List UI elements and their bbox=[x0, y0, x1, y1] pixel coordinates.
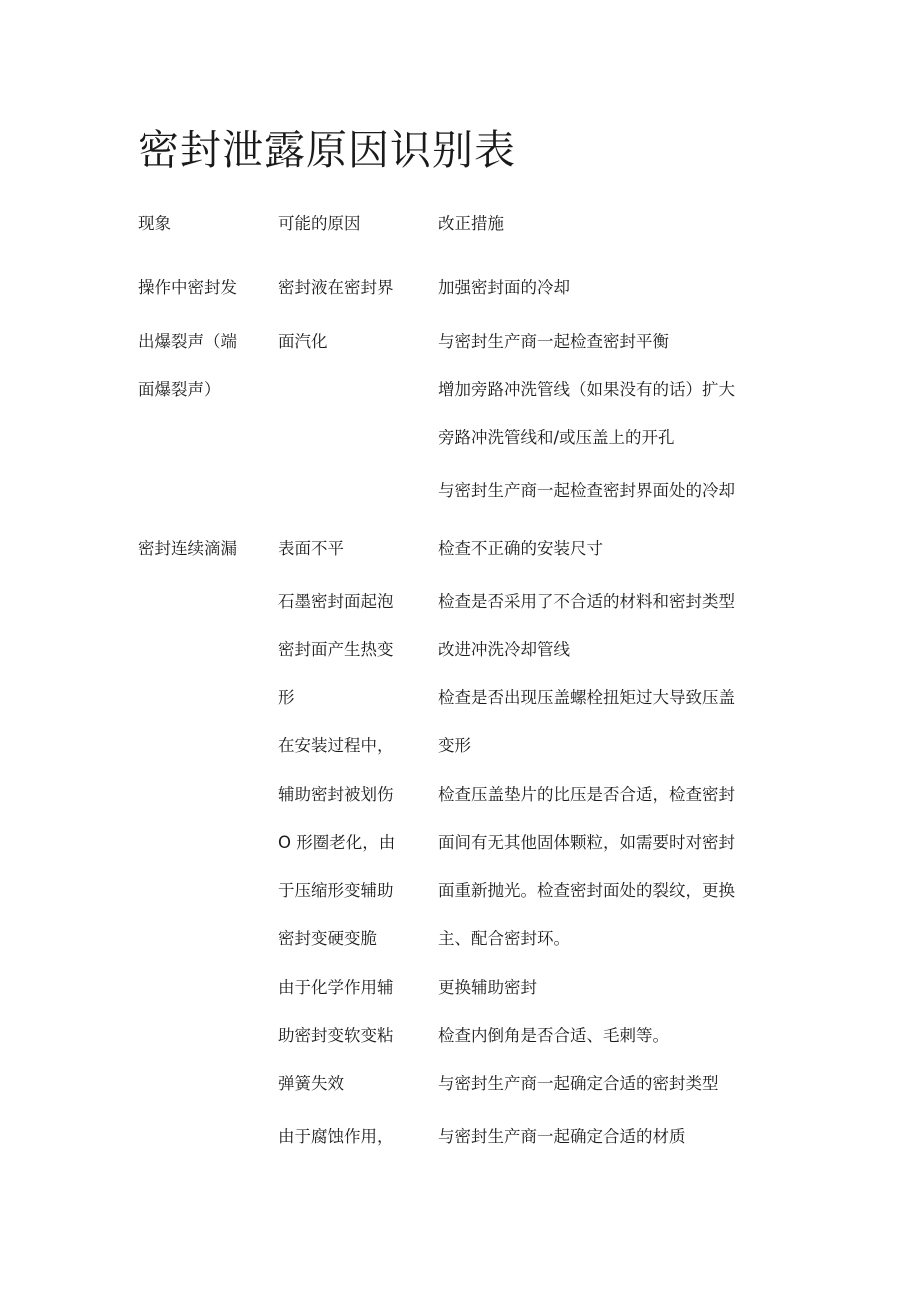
page-title: 密封泄露原因识别表 bbox=[138, 126, 516, 174]
row1-phenomenon-line: 操作中密封发 bbox=[138, 278, 237, 297]
row2-cause-line: 密封变硬变脆 bbox=[278, 929, 377, 948]
row2-cause-line: 表面不平 bbox=[278, 539, 344, 558]
row2-remedy-line: 更换辅助密封 bbox=[438, 978, 537, 997]
row1-remedy-line: 与密封生产商一起检查密封平衡 bbox=[438, 332, 669, 351]
row2-remedy-line: 检查压盖垫片的比压是否合适，检查密封 bbox=[438, 785, 735, 804]
header-phenomenon: 现象 bbox=[138, 214, 171, 233]
row2-remedy-line: 与密封生产商一起确定合适的密封类型 bbox=[438, 1074, 719, 1093]
row2-cause-line: 弹簧失效 bbox=[278, 1074, 344, 1093]
row1-remedy-line: 与密封生产商一起检查密封界面处的冷却 bbox=[438, 481, 735, 500]
row1-cause-line: 面汽化 bbox=[278, 332, 328, 351]
row2-cause-line: O 形圈老化，由 bbox=[278, 833, 396, 852]
row2-cause-line: 于压缩形变辅助 bbox=[278, 881, 394, 900]
row2-remedy-line: 检查不正确的安装尺寸 bbox=[438, 539, 603, 558]
row1-phenomenon-line: 出爆裂声（端 bbox=[138, 332, 237, 351]
row2-remedy-line: 检查内倒角是否合适、毛刺等。 bbox=[438, 1026, 669, 1045]
row1-remedy-line: 加强密封面的冷却 bbox=[438, 278, 570, 297]
row2-remedy-line: 面重新抛光。检查密封面处的裂纹，更换 bbox=[438, 881, 735, 900]
row2-cause-line: 在安装过程中， bbox=[278, 736, 394, 755]
row1-phenomenon-line: 面爆裂声） bbox=[138, 380, 221, 399]
row2-cause-line: 石墨密封面起泡 bbox=[278, 592, 394, 611]
row2-cause-line: 助密封变软变粘 bbox=[278, 1026, 394, 1045]
header-cause: 可能的原因 bbox=[278, 214, 361, 233]
row2-remedy-line: 变形 bbox=[438, 736, 471, 755]
row2-remedy-line: 检查是否出现压盖螺栓扭矩过大导致压盖 bbox=[438, 688, 735, 707]
row2-phenomenon-line: 密封连续滴漏 bbox=[138, 539, 237, 558]
header-remedy: 改正措施 bbox=[438, 214, 504, 233]
row2-remedy-line: 面间有无其他固体颗粒，如需要时对密封 bbox=[438, 833, 735, 852]
row2-cause-line: 辅助密封被划伤 bbox=[278, 785, 394, 804]
row2-remedy-line: 主、配合密封环。 bbox=[438, 929, 570, 948]
row2-remedy-line: 检查是否采用了不合适的材料和密封类型 bbox=[438, 592, 735, 611]
row1-cause-line: 密封液在密封界 bbox=[278, 278, 394, 297]
row2-remedy-line: 改进冲洗冷却管线 bbox=[438, 640, 570, 659]
row2-remedy-line: 与密封生产商一起确定合适的材质 bbox=[438, 1127, 686, 1146]
row1-remedy-line: 旁路冲洗管线和/或压盖上的开孔 bbox=[438, 428, 675, 447]
row2-cause-line: 形 bbox=[278, 688, 295, 707]
row1-remedy-line: 增加旁路冲洗管线（如果没有的话）扩大 bbox=[438, 380, 735, 399]
row2-cause-line: 密封面产生热变 bbox=[278, 640, 394, 659]
row2-cause-line: 由于腐蚀作用， bbox=[278, 1127, 394, 1146]
row2-cause-line: 由于化学作用辅 bbox=[278, 978, 394, 997]
